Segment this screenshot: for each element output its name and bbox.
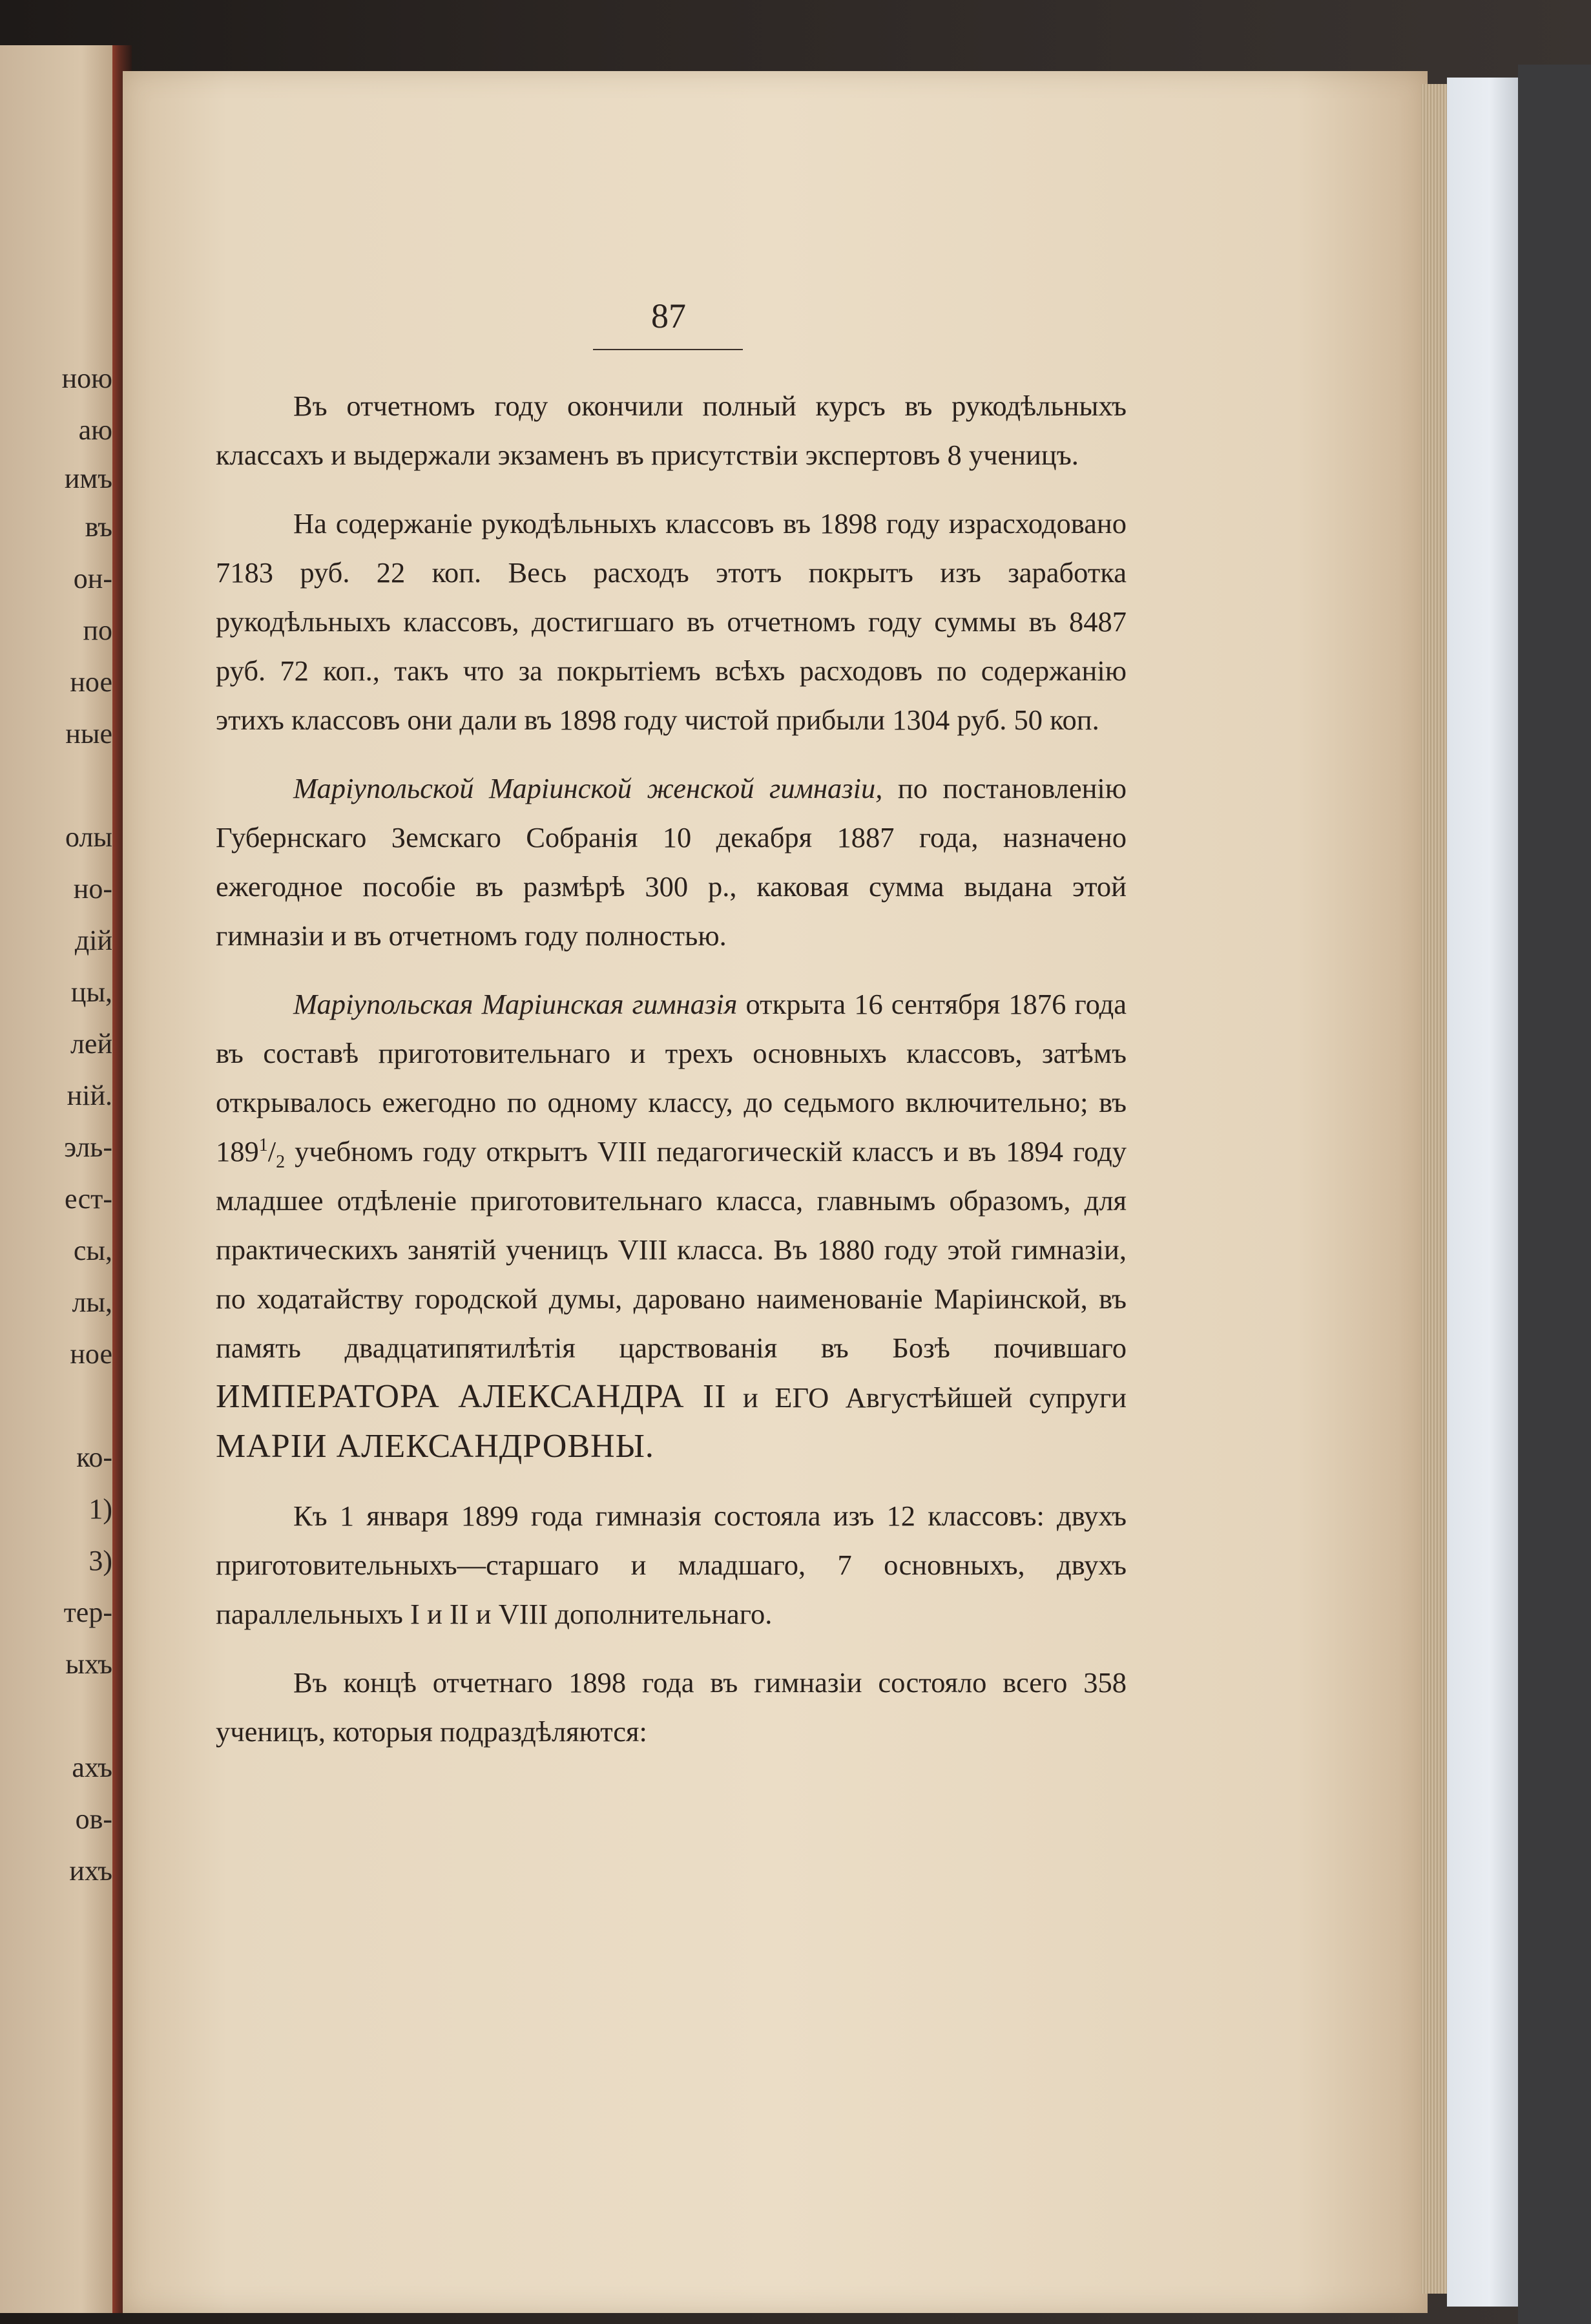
left-page-fragment: ній. (67, 1080, 112, 1111)
empress-name: МАРІИ АЛЕКСАНДРОВНЫ. (216, 1428, 654, 1465)
fraction-numerator: 1 (258, 1135, 268, 1156)
emperor-name: ИМПЕРАТОРА АЛЕКСАНДРА II (216, 1378, 727, 1415)
fraction-slash: / (267, 1135, 276, 1167)
background-edge (1518, 65, 1591, 2324)
paragraph-4-text-c: и ЕГО Августѣйшей супруги (726, 1381, 1127, 1414)
left-page-fragment: ахъ (72, 1752, 112, 1783)
left-facing-page (0, 45, 116, 2313)
left-page-fragment: цы, (70, 976, 112, 1008)
page-edges (1421, 84, 1447, 2294)
left-page-fragment: тер- (63, 1596, 112, 1628)
body-text (216, 381, 1127, 1775)
paragraph-3 (216, 764, 1127, 960)
page-number: 87 (651, 297, 686, 335)
left-page-fragment: но- (73, 873, 112, 905)
italic-heading: Маріупольская Маріинская гимназія (293, 988, 738, 1020)
left-page-fragment: он- (73, 563, 112, 594)
left-page-fragment: по (83, 614, 112, 646)
left-page-fragment: ов- (75, 1803, 112, 1835)
left-page-fragment: имъ (64, 463, 112, 494)
book-cover-board (1447, 78, 1518, 2307)
left-page-fragment: въ (85, 511, 112, 543)
left-page-fragment: лей (70, 1028, 112, 1060)
paragraph-3-text: по постановленію Губернскаго Земскаго Собранія 10 декабря 1887 года, назначено ежегодное пособіе въ размѣрѣ 300 р., каковая сумма выдана этой гимназіи и въ отчетномъ году полностью. (216, 772, 1127, 952)
left-page-fragment: 3) (88, 1545, 112, 1576)
paragraph-4-text-a: открыта 16 сентября 1876 года въ составѣ приготовительнаго и трехъ основныхъ классовъ, затѣмъ открывалось ежегодно по одному классу, до седьмого включительно; въ 189 (216, 988, 1127, 1167)
left-page-fragment: ест- (64, 1183, 112, 1215)
left-page-fragment: лы, (72, 1286, 112, 1318)
left-page-fragment: дій (74, 925, 112, 956)
left-page-fragment: ные (65, 718, 112, 749)
left-page-fragment: аю (78, 414, 112, 446)
header-rule (593, 349, 743, 350)
fraction-denominator: 2 (276, 1151, 286, 1172)
paragraph-4-text-b: учебномъ году открытъ VIII педагогическій классъ и въ 1894 году младшее отдѣленіе приготовительнаго класса, главнымъ образомъ, для практическихъ занятій ученицъ VIII класса. Въ 1880 году этой гимназіи, по ходатайству городской думы, даровано наименованіе Маріинской, въ память двадцатипятилѣтія царствованія въ Бозѣ почившаго (216, 1135, 1127, 1364)
left-page-fragment: олы (65, 821, 112, 853)
paragraph-2: На содержаніе рукодѣльныхъ классовъ въ 1898 году израсходовано 7183 руб. 22 коп. Весь расходъ этотъ покрытъ изъ заработка рукодѣльныхъ классовъ, достигшаго въ отчетномъ году суммы въ 8487 руб. 72 коп., такъ что за покрытіемъ всѣхъ расходовъ по содержанію этихъ классовъ они дали въ 1898 году чистой прибыли 1304 руб. 50 коп. (216, 507, 1127, 736)
paragraph-1: Въ отчетномъ году окончили полный курсъ въ рукодѣльныхъ классахъ и выдержали экзаменъ въ присутствіи экспертовъ 8 ученицъ. (216, 390, 1127, 471)
left-page-fragment: ное (70, 1338, 112, 1370)
left-page-fragment: ыхъ (65, 1648, 112, 1680)
left-page-fragment: ихъ (69, 1855, 112, 1887)
left-page-fragment: эль- (64, 1131, 112, 1163)
left-page-fragment: 1) (88, 1493, 112, 1525)
italic-heading: Маріупольской Маріинской женской гимназіи, (293, 772, 883, 804)
left-page-fragment: сы, (73, 1235, 112, 1266)
left-page-fragment: ко- (76, 1441, 112, 1473)
paragraph-6: Въ концѣ отчетнаго 1898 года въ гимназіи состояло всего 358 ученицъ, которыя подраздѣляются: (216, 1666, 1127, 1748)
left-page-fragment: ное (70, 666, 112, 698)
left-page-fragment: ною (61, 362, 112, 394)
paragraph-4 (216, 979, 1127, 1472)
paragraph-5: Къ 1 января 1899 года гимназія состояла изъ 12 классовъ: двухъ приготовительныхъ—старшаго и младшаго, 7 основныхъ, двухъ параллельныхъ I и II и VIII дополнительнаго. (216, 1500, 1127, 1630)
